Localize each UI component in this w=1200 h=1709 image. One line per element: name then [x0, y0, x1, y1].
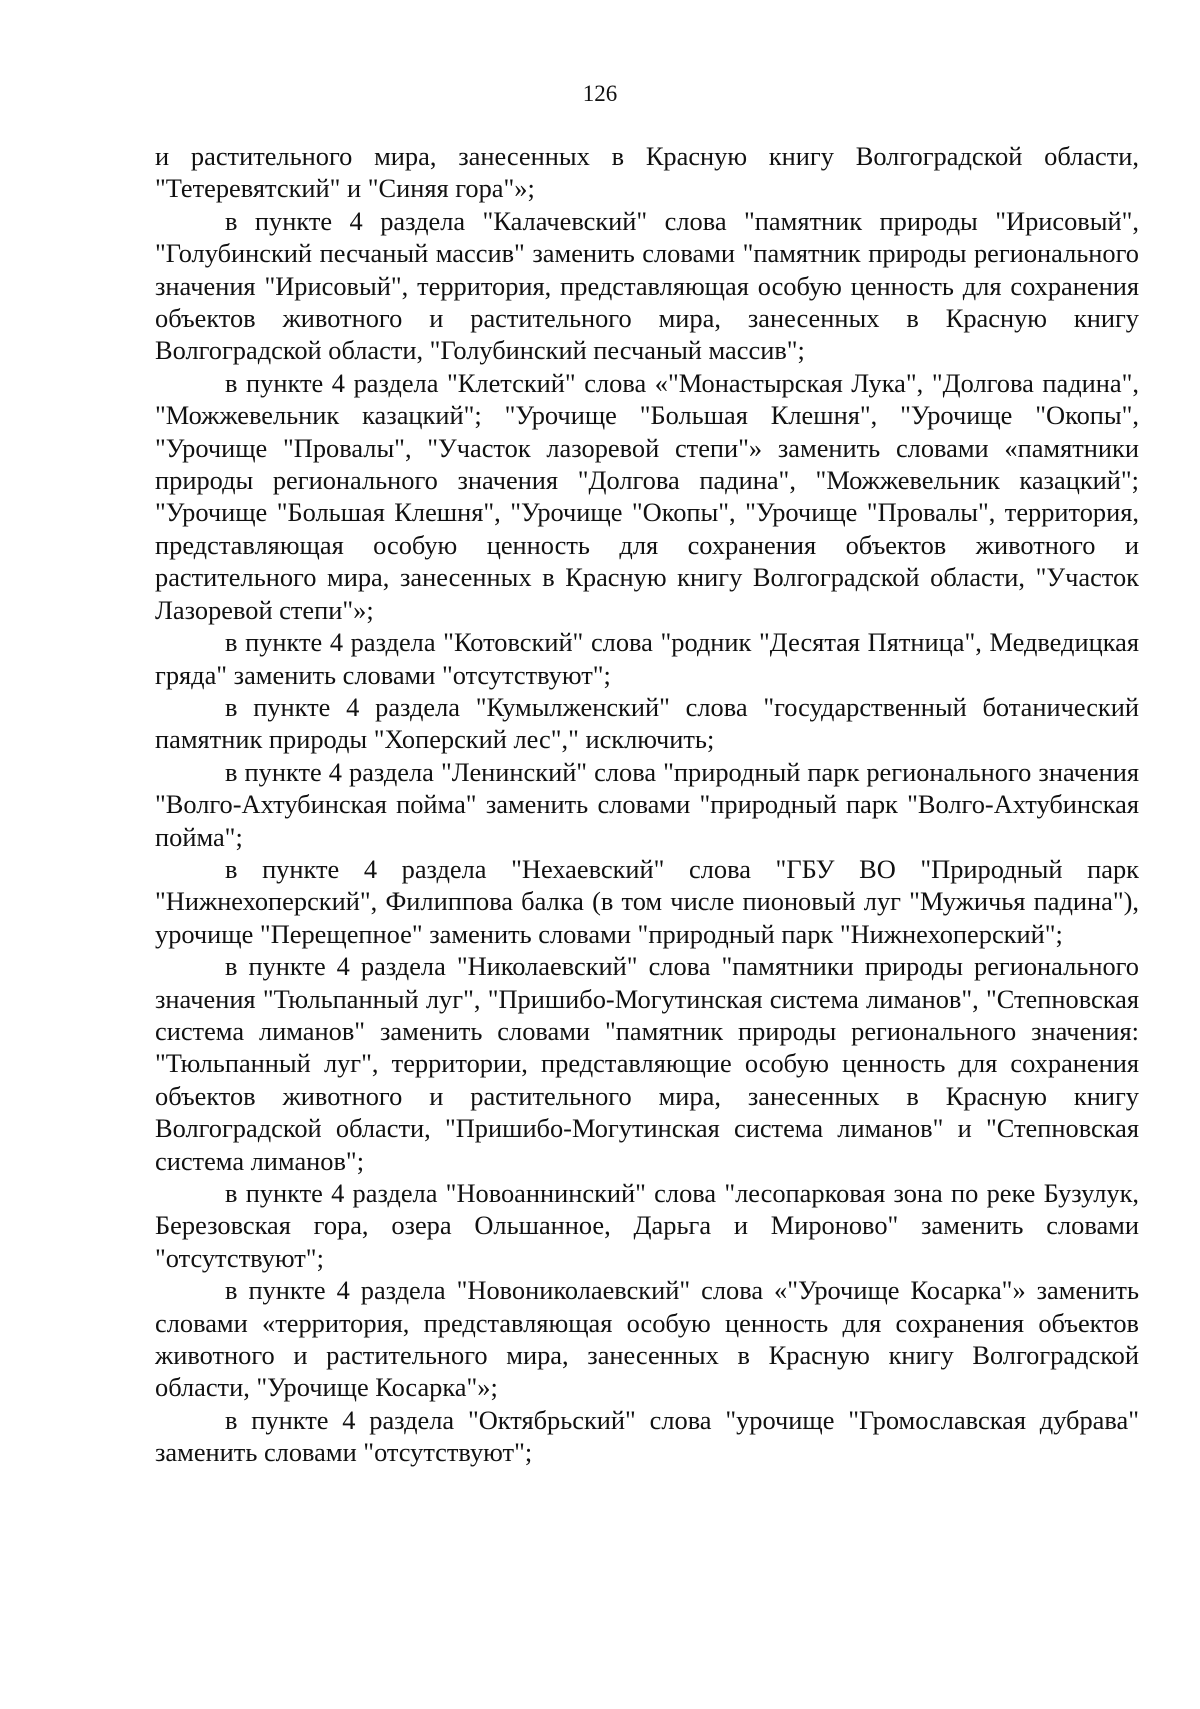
paragraph: в пункте 4 раздела "Новониколаевский" слова «"Урочище Косарка"» заменить словами «территория, представляющая особую ценность для сохранения объектов животного и растительного мира, занесенных в Красную книгу Волгоградской области, "Урочище Косарка"»;: [155, 1275, 1139, 1403]
paragraph: в пункте 4 раздела "Ленинский" слова "природный парк регионального значения "Волго-Ахтубинская пойма" заменить словами "природный парк "Волго-Ахтубинская пойма";: [155, 756, 1139, 852]
paragraph: в пункте 4 раздела "Калачевский" слова "памятник природы "Ирисовый", "Голубинский песчаный массив" заменить словами "памятник природы регионального значения "Ирисовый", территория, представляющая особую ценность для сохранения объектов животного и растительного мира, занесенных в Красную книгу Волгоградской области, "Голубинский песчаный массив";: [155, 205, 1139, 366]
paragraph: в пункте 4 раздела "Новоаннинский" слова "лесопарковая зона по реке Бузулук, Березовская гора, озера Ольшанное, Дарьга и Мироново" заменить словами "отсутствуют";: [155, 1178, 1139, 1273]
paragraph: в пункте 4 раздела "Котовский" слова "родник "Десятая Пятница", Медведицкая гряда" заменить словами "отсутствуют";: [155, 627, 1139, 690]
paragraph: и растительного мира, занесенных в Красную книгу Волгоградской области, "Тетеревятский" и "Синяя гора"»;: [155, 141, 1139, 204]
paragraph: в пункте 4 раздела "Нехаевский" слова "ГБУ ВО "Природный парк "Нижнехоперский", Филиппова балка (в том числе пионовый луг "Мужичья падина"), урочище "Перещепное" заменить словами "природный парк "Нижнехоперский";: [155, 853, 1139, 949]
document-body: [155, 140, 1139, 1469]
paragraph: в пункте 4 раздела "Николаевский" слова "памятники природы регионального значения "Тюльпанный луг", "Пришибо-Могутинская система лиманов", "Степновская система лиманов" заменить словами "памятник природы регионального значения: "Тюльпанный луг", территории, представляющие особую ценность для сохранения объектов животного и растительного мира, занесенных в Красную книгу Волгоградской области, "Пришибо-Могутинская система лиманов" и "Степновская система лиманов";: [155, 951, 1139, 1176]
paragraph: в пункте 4 раздела "Октябрьский" слова "урочище "Громославская дубрава" заменить словами "отсутствуют";: [155, 1404, 1139, 1468]
paragraph: в пункте 4 раздела "Клетский" слова «"Монастырская Лука", "Долгова падина", "Можжевельник казацкий"; "Урочище "Большая Клешня", "Урочище "Окопы", "Урочище "Провалы", "Участок лазоревой степи"» заменить словами «памятники природы регионального значения "Долгова падина", "Можжевельник казацкий"; "Урочище "Большая Клешня", "Урочище "Окопы", "Урочище "Провалы", территория, представляющая особую ценность для сохранения объектов животного и растительного мира, занесенных в Красную книгу Волгоградской области, "Участок Лазоревой степи"»;: [155, 367, 1139, 625]
paragraph: в пункте 4 раздела "Кумылженский" слова "государственный ботанический памятник природы "Хоперский лес"," исключить;: [155, 691, 1139, 755]
page-number: 126: [582, 81, 618, 106]
